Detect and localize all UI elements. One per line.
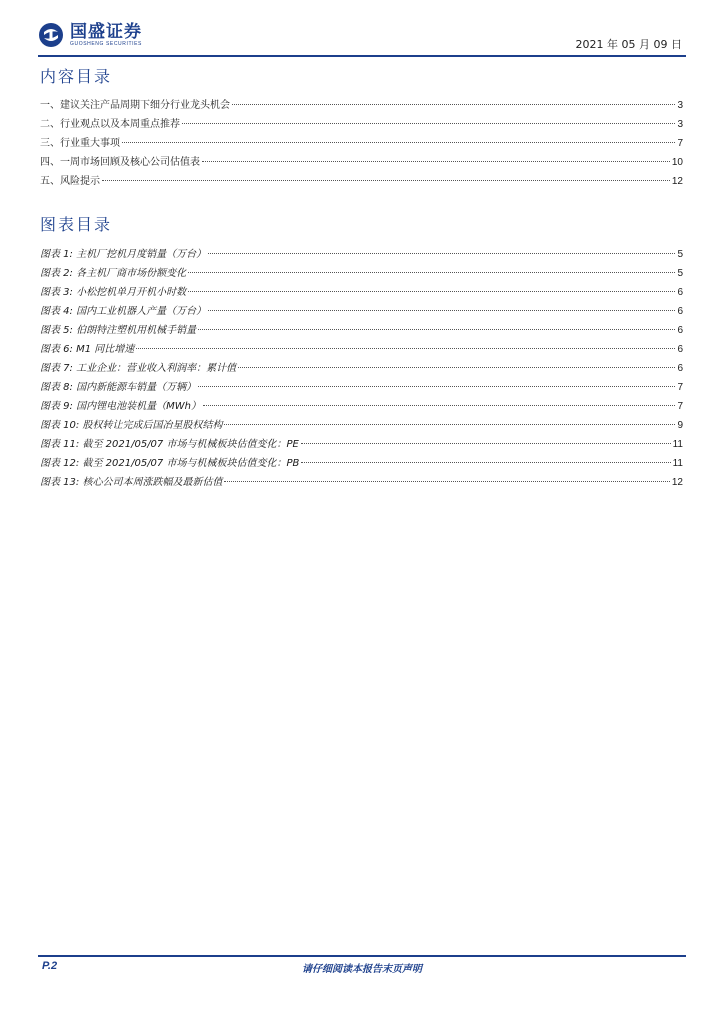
leader-dots xyxy=(136,348,675,349)
figure-entry-label xyxy=(40,340,134,355)
leader-dots xyxy=(202,161,670,162)
figure-entry[interactable] xyxy=(40,359,683,378)
figure-entry-label xyxy=(40,397,201,412)
leader-dots xyxy=(102,180,670,181)
figure-entry-page: 6 xyxy=(677,325,683,336)
leader-dots xyxy=(188,272,675,273)
figure-number: 图表 6: xyxy=(40,344,73,355)
figure-entry-label xyxy=(40,321,196,336)
figure-entry[interactable] xyxy=(40,245,683,264)
figure-entry-page: 9 xyxy=(677,420,683,431)
figure-entry-page: 6 xyxy=(677,306,683,317)
toc-entry-label: 五、风险提示 xyxy=(40,176,100,187)
figures-title: 图表目录 xyxy=(40,215,113,234)
contents-list xyxy=(40,96,683,191)
toc-entry[interactable] xyxy=(40,96,683,115)
leader-dots xyxy=(232,104,675,105)
leader-dots xyxy=(203,405,675,406)
logo-mark-icon xyxy=(38,22,64,48)
figure-entry[interactable] xyxy=(40,378,683,397)
toc-entry-page: 3 xyxy=(677,100,683,111)
leader-dots xyxy=(182,123,675,124)
figure-entry[interactable] xyxy=(40,302,683,321)
figure-number: 图表 10: xyxy=(40,420,80,431)
logo-cn-text: 国盛证券 xyxy=(70,21,142,42)
figure-caption: 国内锂电池装机量（MWh） xyxy=(76,401,201,412)
figure-caption: M1 同比增速 xyxy=(76,344,135,355)
figure-number: 图表 12: xyxy=(40,458,80,469)
figure-caption: 核心公司本周涨跌幅及最新估值 xyxy=(82,477,223,488)
leader-dots xyxy=(198,386,675,387)
figure-entry-label xyxy=(40,264,186,279)
figure-number: 图表 3: xyxy=(40,287,73,298)
figure-entry-page: 5 xyxy=(677,249,683,260)
leader-dots xyxy=(208,310,675,311)
contents-title: 内容目录 xyxy=(40,67,113,86)
figure-caption: 国内工业机器人产量（万台） xyxy=(76,306,207,317)
figure-number: 图表 8: xyxy=(40,382,73,393)
figure-entry-label xyxy=(40,302,206,317)
figure-number: 图表 4: xyxy=(40,306,73,317)
figure-entry-label xyxy=(40,283,186,298)
figure-entry[interactable] xyxy=(40,397,683,416)
figure-entry-page: 11 xyxy=(672,439,683,450)
figure-entry-label xyxy=(40,359,236,374)
company-logo xyxy=(38,22,142,48)
figure-entry[interactable] xyxy=(40,435,683,454)
leader-dots xyxy=(122,142,675,143)
toc-entry-label: 二、行业观点以及本周重点推荐 xyxy=(40,119,180,130)
figure-entry[interactable] xyxy=(40,264,683,283)
figure-entry[interactable] xyxy=(40,454,683,473)
figure-entry-label xyxy=(40,378,196,393)
toc-entry[interactable] xyxy=(40,153,683,172)
figure-entry[interactable] xyxy=(40,283,683,302)
figure-entry[interactable] xyxy=(40,473,683,492)
leader-dots xyxy=(224,424,675,425)
figure-caption: 工业企业：营业收入利润率：累计值 xyxy=(76,363,237,374)
figure-number: 图表 13: xyxy=(40,477,80,488)
figure-number: 图表 2: xyxy=(40,268,73,279)
figure-entry[interactable] xyxy=(40,416,683,435)
figure-caption: 主机厂挖机月度销量（万台） xyxy=(76,249,207,260)
toc-entry-label: 四、一周市场回顾及核心公司估值表 xyxy=(40,157,200,168)
figure-entry-label xyxy=(40,473,222,488)
leader-dots xyxy=(301,462,670,463)
figure-entry[interactable] xyxy=(40,321,683,340)
figure-entry-page: 7 xyxy=(677,382,683,393)
figure-caption: 伯朗特注塑机用机械手销量 xyxy=(76,325,197,336)
figure-entry-label xyxy=(40,245,206,260)
footer-rule xyxy=(38,955,686,957)
figure-entry-label xyxy=(40,416,222,431)
figure-number: 图表 9: xyxy=(40,401,73,412)
header-rule xyxy=(38,55,686,57)
toc-entry-label: 一、建议关注产品周期下细分行业龙头机会 xyxy=(40,100,230,111)
figure-caption: 截至 2021/05/07 市场与机械板块估值变化：PB xyxy=(82,458,300,469)
figure-number: 图表 7: xyxy=(40,363,73,374)
page-number: P.2 xyxy=(42,960,58,972)
logo-en-text: GUOSHENG SECURITIES xyxy=(70,40,142,47)
figure-caption: 国内新能源车销量（万辆） xyxy=(76,382,197,393)
report-date: 2021 年 05 月 09 日 xyxy=(575,38,682,51)
figure-entry[interactable] xyxy=(40,340,683,359)
leader-dots xyxy=(301,443,671,444)
leader-dots xyxy=(238,367,675,368)
toc-entry-label: 三、行业重大事项 xyxy=(40,138,120,149)
figure-entry-page: 12 xyxy=(671,477,683,488)
figure-entry-page: 11 xyxy=(672,458,683,469)
figure-entry-label xyxy=(40,454,299,469)
toc-entry[interactable] xyxy=(40,115,683,134)
leader-dots xyxy=(224,481,669,482)
figure-entry-label xyxy=(40,435,299,450)
toc-entry[interactable] xyxy=(40,172,683,191)
figure-number: 图表 5: xyxy=(40,325,73,336)
leader-dots xyxy=(198,329,675,330)
toc-entry-page: 3 xyxy=(677,119,683,130)
figure-entry-page: 6 xyxy=(677,344,683,355)
figure-entry-page: 6 xyxy=(677,287,683,298)
figures-list xyxy=(40,245,683,492)
leader-dots xyxy=(208,253,675,254)
figure-caption: 小松挖机单月开机小时数 xyxy=(76,287,187,298)
toc-entry-page: 12 xyxy=(671,176,683,187)
disclaimer-note: 请仔细阅读本报告末页声明 xyxy=(302,964,422,975)
figure-caption: 股权转让完成后国冶星股权结构 xyxy=(82,420,223,431)
figure-number: 图表 11: xyxy=(40,439,80,450)
page-header xyxy=(38,18,686,58)
leader-dots xyxy=(188,291,675,292)
toc-entry[interactable] xyxy=(40,134,683,153)
toc-entry-page: 10 xyxy=(671,157,683,168)
toc-entry-page: 7 xyxy=(677,138,683,149)
figure-entry-page: 5 xyxy=(677,268,683,279)
figure-entry-page: 7 xyxy=(677,401,683,412)
figure-caption: 截至 2021/05/07 市场与机械板块估值变化：PE xyxy=(82,439,299,450)
figure-number: 图表 1: xyxy=(40,249,73,260)
figure-caption: 各主机厂商市场份额变化 xyxy=(76,268,187,279)
figure-entry-page: 6 xyxy=(677,363,683,374)
